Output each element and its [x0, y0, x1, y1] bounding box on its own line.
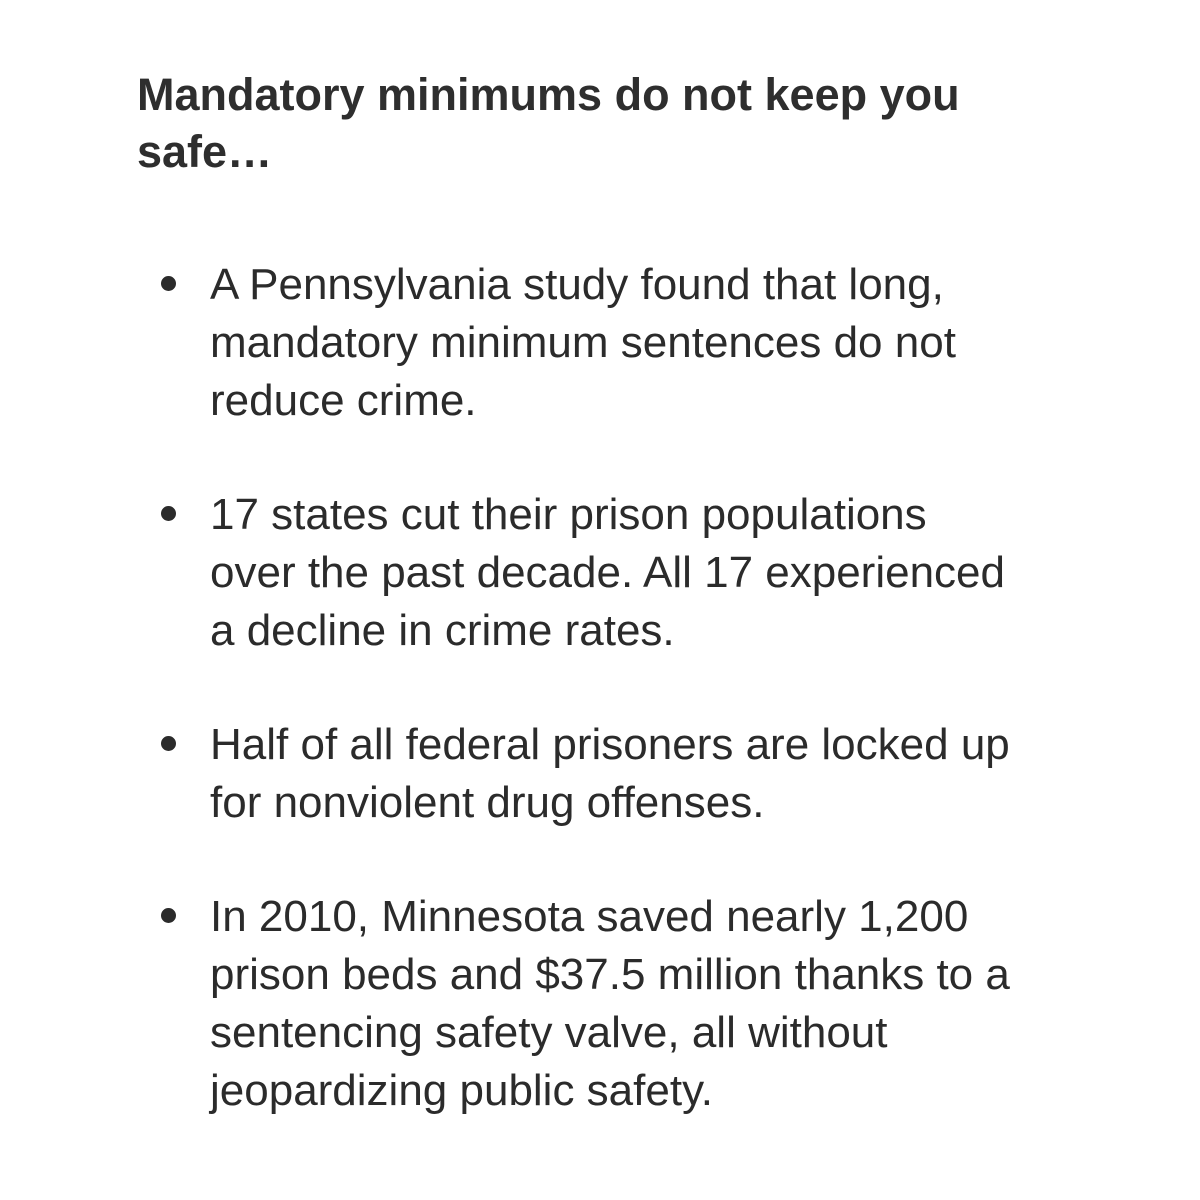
- list-item: [0, 888, 1200, 1120]
- bullet-icon: [161, 276, 176, 291]
- list-item: [0, 716, 1200, 832]
- bullet-icon: [161, 736, 176, 751]
- bullet-icon: [161, 908, 176, 923]
- list-item: [0, 256, 1200, 430]
- list-item-text: In 2010, Minnesota saved nearly 1,200 prison beds and $37.5 million thanks to a sentencing safety valve, all without jeopardizing public safety.: [210, 892, 1010, 1115]
- list-item-text: Half of all federal prisoners are locked up for nonviolent drug offenses.: [210, 720, 1010, 827]
- page-heading: Mandatory minimums do not keep you safe…: [137, 69, 960, 177]
- bullet-icon: [161, 506, 176, 521]
- list-item-text: 17 states cut their prison populations over the past decade. All 17 experienced a decline in crime rates.: [210, 490, 1005, 655]
- fact-list: [0, 256, 1200, 1176]
- list-item: [0, 486, 1200, 660]
- list-item-text: A Pennsylvania study found that long, mandatory minimum sentences do not reduce crime.: [210, 260, 956, 425]
